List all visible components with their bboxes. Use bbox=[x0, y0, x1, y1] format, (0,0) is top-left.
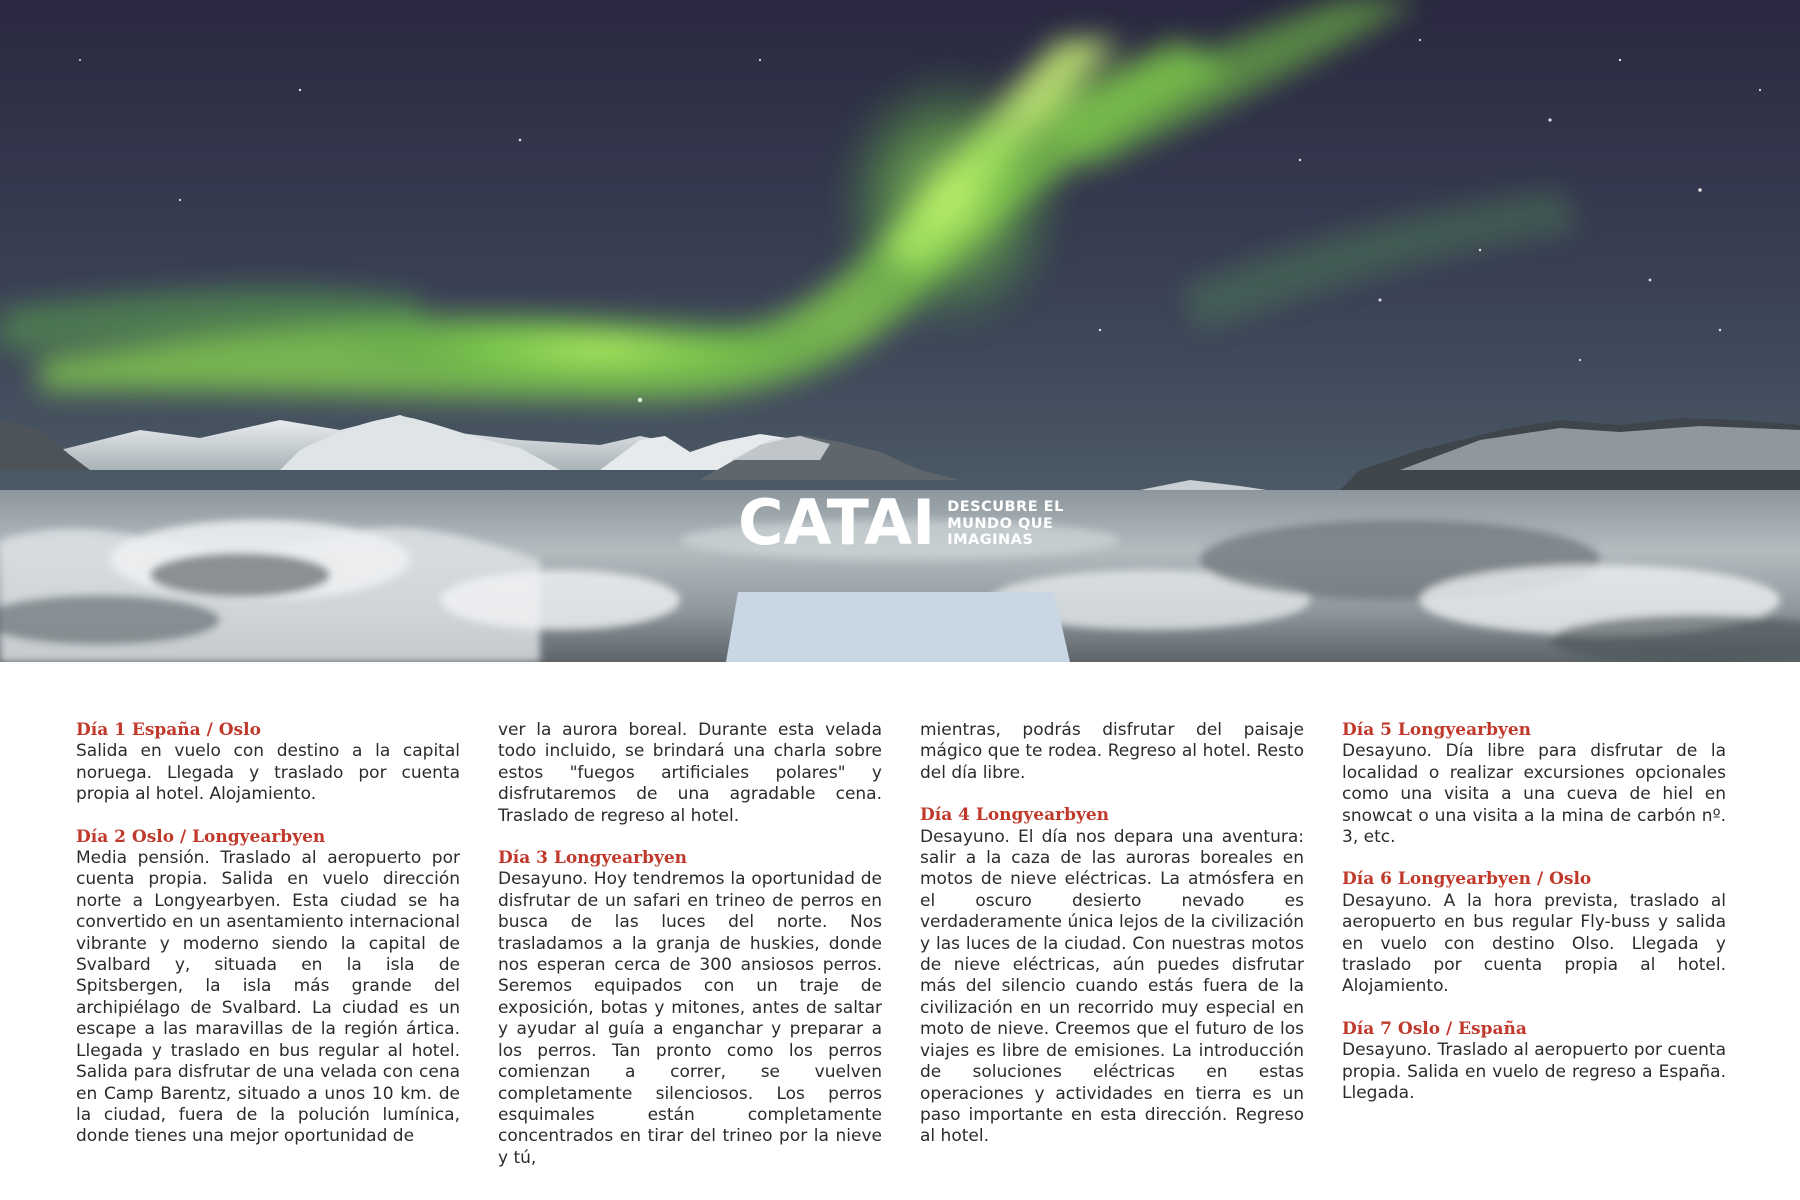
logo-tagline bbox=[947, 499, 1064, 549]
day-body: Desayuno. A la hora prevista, traslado al aeropuerto en bus regular Fly-buss y salida en vuelo con destino Olso. Llegada y traslado por cuenta propia al hotel. Alojamiento. bbox=[1342, 890, 1726, 997]
day-body: Salida en vuelo con destino a la capital noruega. Llegada y traslado por cuenta propia al hotel. Alojamiento. bbox=[76, 741, 460, 805]
day-title: Día 1 España / Oslo bbox=[76, 720, 261, 740]
day-body: mientras, podrás disfrutar del paisaje mágico que te rodea. Regreso al hotel. Resto del día libre. bbox=[920, 720, 1304, 783]
itinerary-day bbox=[1342, 720, 1726, 848]
itinerary-day-continued bbox=[498, 720, 882, 827]
tagline-line: DESCUBRE EL bbox=[947, 499, 1064, 515]
hero-tab-shape bbox=[726, 592, 1070, 662]
day-title: Día 7 Oslo / España bbox=[1342, 1018, 1527, 1039]
day-body: Desayuno. Traslado al aeropuerto por cuenta propia. Salida en vuelo de regreso a España. Llegada. bbox=[1342, 1040, 1726, 1104]
itinerary-column-2 bbox=[498, 720, 882, 1190]
itinerary-day bbox=[1342, 869, 1726, 997]
itinerary-day bbox=[498, 848, 882, 1169]
itinerary-columns bbox=[76, 720, 1726, 1168]
itinerary-day bbox=[920, 805, 1304, 1148]
itinerary-day bbox=[1342, 1019, 1726, 1105]
day-title: Día 3 Longyearbyen bbox=[498, 848, 688, 869]
tagline-line: IMAGINAS bbox=[947, 532, 1034, 548]
day-body: Desayuno. Día libre para disfrutar de la localidad o realizar excursiones opcionales como una visita a una cueva de hiel en snowcat o una visita a la mina de carbón nº. 3, etc. bbox=[1342, 741, 1726, 848]
tagline-line: MUNDO QUE bbox=[947, 515, 1054, 532]
logo-wordmark: CATAI bbox=[738, 486, 936, 559]
day-body: Desayuno. El día nos depara una aventura: salir a la caza de las auroras boreales en motos de nieve eléctricas. La atmósfera en el oscuro desierto nevado es verdaderamente única lejos de la civilización y las luces de la ciudad. Con nuestras motos de nieve eléctricas, aún puedes disfrutar más del silencio cuando estás fuera de la civilización en un recorrido muy especial en moto de nieve. Creemos que el futuro de los viajes es libre de emisiones. La introducción de soluciones eléctricas en estas operaciones y actividades en tierra es un paso importante en esta dirección. Regreso al hotel. bbox=[920, 826, 1304, 1147]
itinerary-day-continued bbox=[920, 720, 1304, 784]
day-body: ver la aurora boreal. Durante esta velada todo incluido, se brindará una charla sobre estos "fuegos artificiales polares" y disfrutaremos de una agradable cena. Traslado de regreso al hotel. bbox=[498, 720, 882, 826]
day-title: Día 2 Oslo / Longyearbyen bbox=[76, 826, 326, 847]
day-body: Media pensión. Traslado al aeropuerto por cuenta propia. Salida en vuelo dirección norte a Longyearbyen. Esta ciudad se ha convertido en un asentamiento internacional vibrante y moderno siendo la capital de Svalbard y, situada en la isla de Spitsbergen, la isla más grande del archipiélago de Svalbard. La ciudad es un escape a las maravillas de la región ártica. Llegada y traslado en bus regular al hotel. Salida para disfrutar de una velada con cena en Camp Barentz, situado a unos 10 km. de la ciudad, fuera de la polución lumínica, donde tienes una mejor oportunidad de bbox=[76, 848, 460, 1147]
day-body: Desayuno. Hoy tendremos la oportunidad de disfrutar de un safari en trineo de perros en busca de las luces del norte. Nos trasladamos a la granja de huskies, donde nos esperan cerca de 300 ansiosos perros. Seremos equipados con un traje de exposición, botas y mitones, antes de saltar y ayudar al guía a enganchar y preparar a los perros. Tan pronto como los perros comienzan a correr, se vuelven completamente silenciosos. Los perros esquimales están completamente concentrados en tirar del trineo por la nieve y tú, bbox=[498, 869, 882, 1168]
itinerary-column-1 bbox=[76, 720, 460, 1169]
brand-logo bbox=[738, 486, 1064, 559]
day-title: Día 5 Longyearbyen bbox=[1342, 720, 1532, 740]
itinerary-day bbox=[76, 827, 460, 1148]
itinerary-column-4 bbox=[1342, 720, 1726, 1126]
itinerary-column-3 bbox=[920, 720, 1304, 1169]
day-title: Día 4 Longyearbyen bbox=[920, 805, 1110, 826]
itinerary-day bbox=[76, 720, 460, 806]
day-title: Día 6 Longyearbyen / Oslo bbox=[1342, 869, 1592, 890]
